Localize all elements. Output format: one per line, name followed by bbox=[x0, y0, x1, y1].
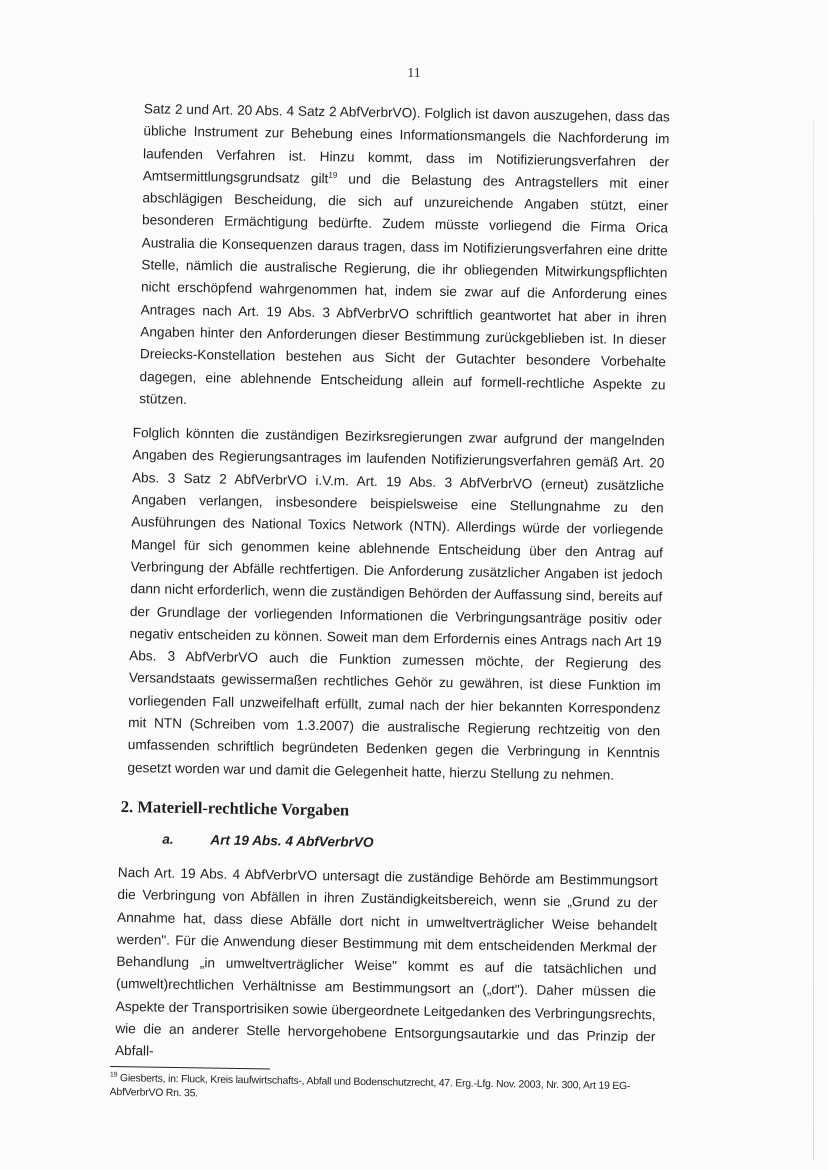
footnote-text: Giesberts, in: Fluck, Kreis laufwirtschafts-, Abfall und Bodenschutzrecht, 47. Erg.-Lfg. Nov. 2003, Nr. 300, Art 19 EG-AbfVerbrVO Rn. 35. bbox=[109, 1073, 631, 1100]
footnote-number: 19 bbox=[109, 1071, 118, 1079]
footnote-reference: 19 bbox=[328, 170, 338, 180]
paragraph-1 bbox=[139, 98, 670, 418]
subsection-heading bbox=[162, 832, 658, 855]
subsection-title: Art 19 Abs. 4 AbfVerbrVO bbox=[210, 832, 374, 850]
paragraph-3: Nach Art. 19 Abs. 4 AbfVerbrVO untersagt die zuständige Behörde am Bestimmungsort die Verbringung von Abfällen in ihren Zuständigkeitsbereich, wenn sie „Grund zu der Annahme hat, dass diese Abfälle dort nicht in umweltverträglicher Weise behandelt werden". Für die Anwendung dieser Bestimmung mit dem entscheidenden Merkmal der Behandlung „in umweltverträglicher Weise" kommt es auf die tatsächlichen und (umwelt)rechtlichen Verhältnisse am Bestimmungsort an („dort"). Daher müssen die Aspekte der Transportrisiken sowie übergeordnete Leitgedanken des Verbringungsrechts, wie die an anderer Stelle hervorgehobene Entsorgungsautarkie und das Prinzip der Abfall- bbox=[114, 864, 658, 1059]
page-number: 11 bbox=[407, 66, 421, 81]
footnote-divider bbox=[110, 1066, 270, 1070]
page-body bbox=[115, 98, 670, 1071]
section-heading: 2. Materiell-rechtliche Vorgaben bbox=[120, 796, 350, 820]
paragraph-1-text-a: Satz 2 und Art. 20 Abs. 4 Satz 2 AbfVerbrVO). Folglich ist davon auszugehen, dass das übliche Instrument zur Behebung eines Informationsmangels die Nachforderung im laufenden Verfahren ist. Hinzu kommt, dass im Notifizierungsverfahren der Amtsermittlungsgrundsatz gilt bbox=[142, 101, 670, 187]
footnote bbox=[110, 1072, 670, 1109]
subsection-marker: a. bbox=[162, 831, 174, 847]
scan-edge bbox=[813, 120, 814, 1160]
paragraph-2: Folglich könnten die zuständigen Bezirksregierungen zwar aufgrund der mangelnden Angaben des Regierungsantrages im laufenden Notifizierungsverfahren gemäß Art. 20 Abs. 3 Satz 2 AbfVerbrVO i.V.m. Art. 19 Abs. 3 AbfVerbrVO (erneut) zusätzliche Angaben verlangen, insbesondere beispielsweise eine Stellungnahme zu den Ausführungen des National Toxics Network (NTN). Allerdings würde der vorliegende Mangel für sich genommen keine ablehnende Entscheidung über den Antrag auf Verbringung der Abfälle rechtfertigen. Die Anforderung zusätzlicher Angaben ist jedoch dann nicht erforderlich, wenn die zuständigen Behörden der Auffassung sind, bereits auf der Grundlage der vorliegenden Informationen die Verbringungsanträge positiv oder negativ entscheiden zu können. Soweit man dem Erfordernis eines Antrags nach Art 19 Abs. 3 AbfVerbrVO auch die Funktion zumessen möchte, der Regierung des Versandstaats gewissermaßen rechtliches Gehör zu gewähren, ist diese Funktion im vorliegenden Fall unzweifelhaft erfüllt, zumal nach der hier bekannten Korrespondenz mit NTN (Schreiben vom 1.3.2007) die australische Regierung rechtzeitig von den umfassenden schriftlich begründeten Bedenken gegen die Verbringung in Kenntnis gesetzt worden war und damit die Gelegenheit hatte, hierzu Stellung zu nehmen. bbox=[127, 425, 665, 783]
paragraph-1-text-b: und die Belastung des Antragstellers mit einer abschlägigen Bescheidung, die sich auf unzureichende Angaben stützt, einer besonderen Ermächtigung bedürfte. Zudem müsste vorliegend die Firma Orica Australia die Konsequenzen daraus tragen, dass im Notifizierungsverfahren eine dritte Stelle, nämlich die australische Regierung, die ihr obliegenden Mitwirkungspflichten nicht erschöpfend wahrgenommen hat, indem sie zwar auf die Anforderung eines Antrages nach Art. 19 Abs. 3 AbfVerbrVO schriftlich geantwortet hat aber in ihren Angaben hinter den Anforderungen dieser Bestimmung zurückgeblieben ist. In dieser Dreiecks-Konstellation bestehen aus Sicht der Gutachter besondere Vorbehalte dagegen, eine ablehnende Entscheidung allein auf formell-rechtliche Aspekte zu stützen. bbox=[139, 171, 669, 407]
